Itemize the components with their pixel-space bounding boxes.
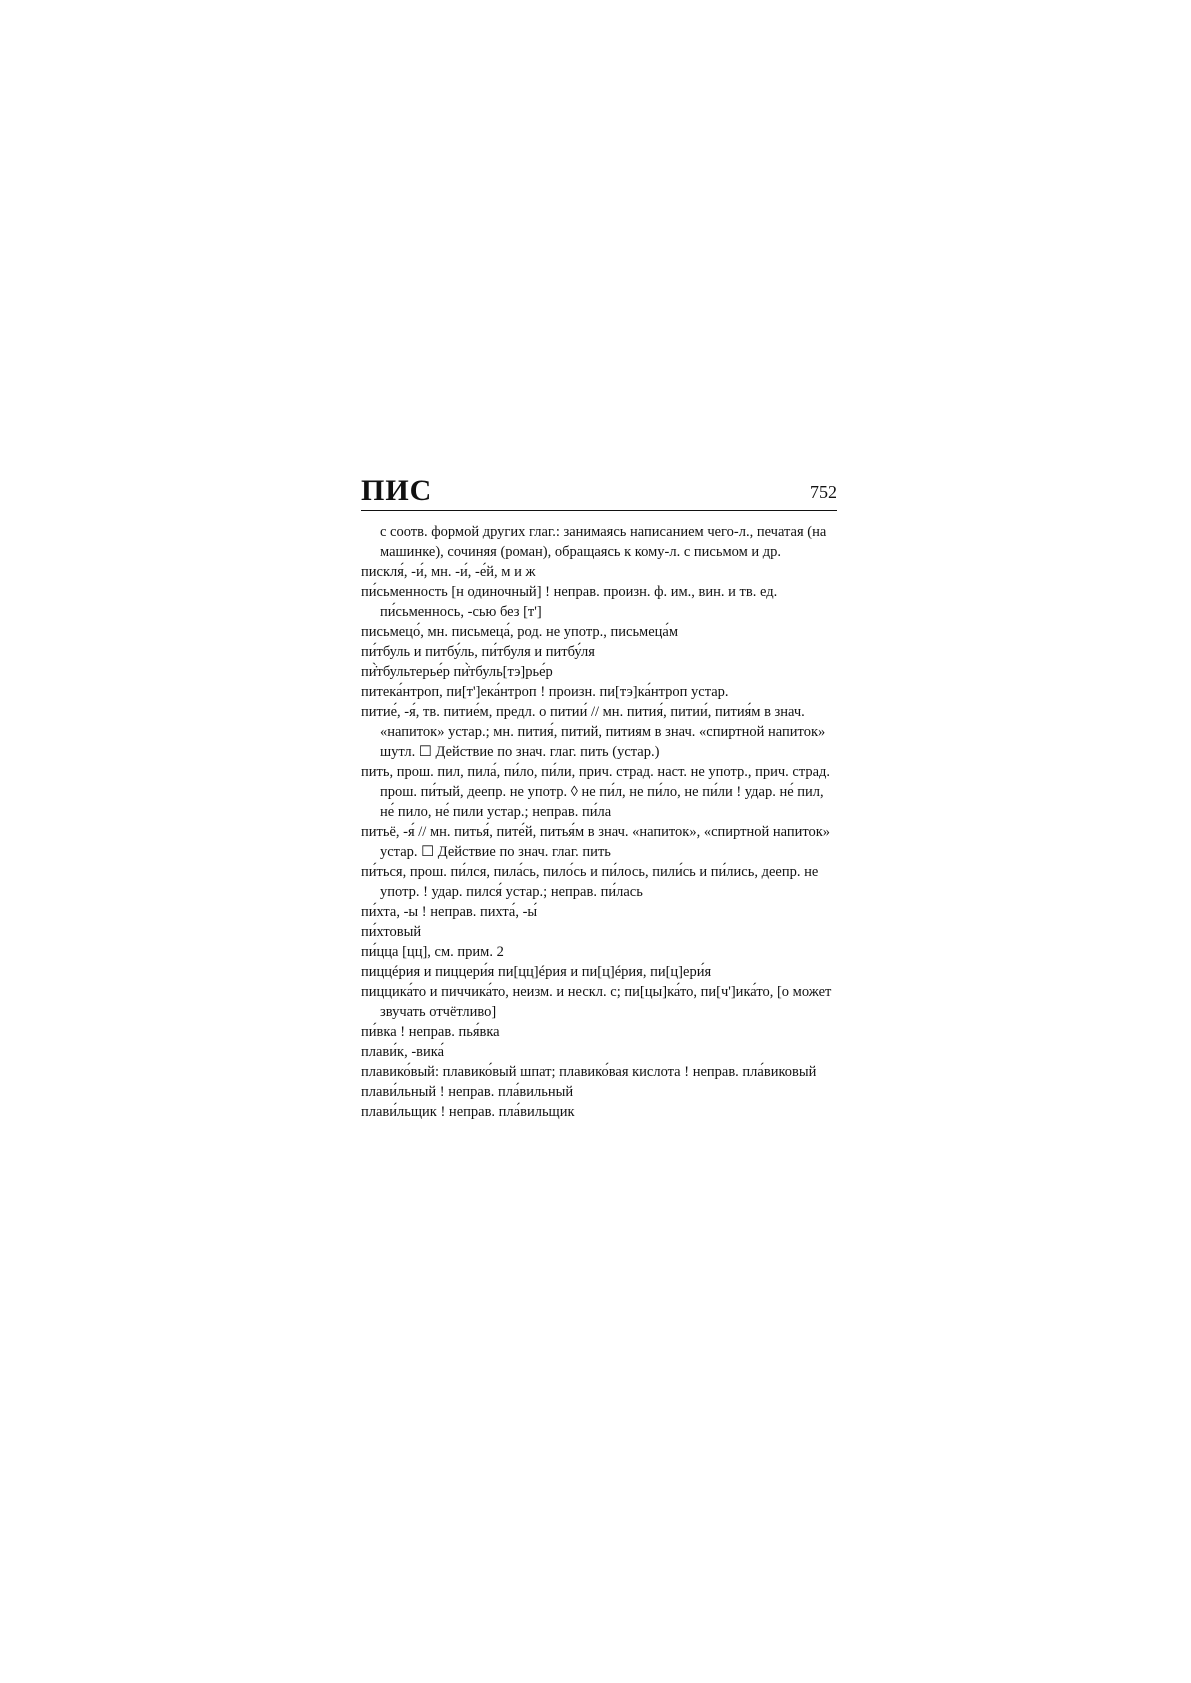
page-number: 752 (810, 482, 837, 502)
entry-pitbul: пи́тбуль и питбу́ль, пи́тбуля и питбу́ля (361, 644, 595, 660)
entry-pit: пить, прош. пил, пила́, пи́ло, пи́ли, прич. страд. наст. не употр., прич. страд. прош. пи́тый, деепр. не употр. ◊ не пи́л, не пи́ло, не пи́ли ! удар. не́ пил, не́ пило, не́ пили устар.; неправ. пи́ла (361, 764, 831, 820)
entry-pitstsa: пи́цца [цц], см. прим. 2 (361, 944, 504, 960)
entry-pitekantrop: питека́нтроп, пи[т']ека́нтроп ! произн. пи[тэ]ка́нтроп устар. (361, 684, 729, 700)
entry-pitstsikato: пиццика́то и пиччика́то, неизм. и нескл. с; пи[цы]ка́то, пи[ч']ика́то, [о может звучать отчётливо] (361, 984, 832, 1020)
entry-pikhtovyi: пи́хтовый (361, 924, 422, 940)
header-rule (361, 510, 837, 511)
entry-plavilnyi: плави́льный ! неправ. пла́вильный (361, 1084, 574, 1100)
entry-pismetso: письмецо́, мн. письмеца́, род. не употр., письмеца́м (361, 624, 679, 640)
entry-pitie: питие́, -я́, тв. питие́м, предл. о питии́ // мн. пития́, питии́, пития́м в знач. «напиток» устар.; мн. пития́, питий, питиям в знач. «спиртной напиток» шутл. ☐ Действие по знач. глаг. пить (устар.) (361, 704, 826, 760)
entry-pitsya: пи́ться, прош. пи́лся, пила́сь, пило́сь и пи́лось, пили́сь и пи́лись, деепр. не употр. ! удар. пился́ устар.; неправ. пи́лась (361, 864, 819, 900)
entry-pitbulterer: пи̇̀тбультерье́р пи̇̀тбуль[тэ]рье́р (361, 664, 553, 680)
dictionary-entries (361, 522, 837, 1122)
entry-plavikovyi: плавико́вый: плавико́вый шпат; плавико́вая кислота ! неправ. пла́виковый (361, 1064, 817, 1080)
running-head: ПИС (361, 474, 433, 507)
entry-plavilshchik: плави́льщик ! неправ. пла́вильщик (361, 1104, 575, 1120)
entry-pisklya: пискля́, -и́, мн. -и́, -е́й, м и ж (361, 564, 536, 580)
entry-pitie-2: питьё, -я́ // мн. питья́, пите́й, питья́м в знач. «напиток», «спиртной напиток» устар. ☐ Действие по знач. глаг. пить (361, 824, 831, 860)
entry-piyavka: пи́вка ! неправ. пья́вка (361, 1024, 500, 1040)
entry-pikhta: пи́хта, -ы ! неправ. пихта́, -ы́ (361, 904, 538, 920)
entry-continuation: с соотв. формой других глаг.: занимаясь написанием чего-л., печатая (на машинке), сочиняя (роман), обращаясь к кому-л. с письмом и др. (380, 524, 827, 560)
entry-pitstseriya: пиццéрия и пиццери́я пи[цц]éрия и пи[ц]éрия, пи[ц]ери́я (361, 964, 712, 980)
entry-plavik: плави́к, -вика́ (361, 1044, 445, 1060)
page-header (361, 474, 837, 508)
entry-pismennost: пи́сьменность [н одиночный] ! неправ. произн. ф. им., вин. и тв. ед. пи́сьменнось, -сью без [т'] (361, 584, 778, 620)
